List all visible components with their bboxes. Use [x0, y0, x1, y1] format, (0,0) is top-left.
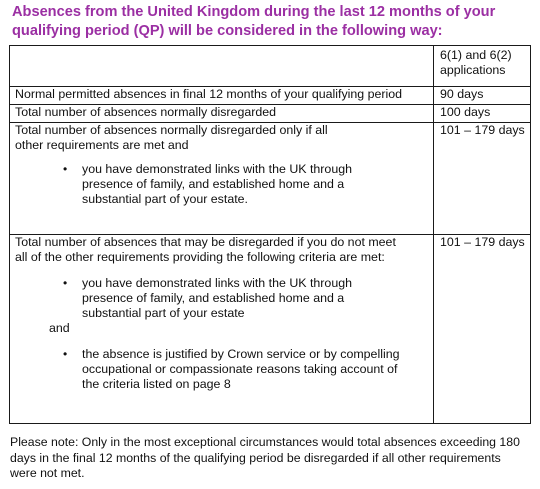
- bullet-line: substantial part of your estate: [82, 306, 245, 320]
- header-applications-line1: 6(1) and 6(2): [440, 48, 512, 62]
- row-description-line1: Total number of absences that may be disregarded if you do not meet: [15, 235, 396, 249]
- bullet-item: [63, 162, 429, 207]
- row-description: Normal permitted absences in final 12 months of your qualifying period: [10, 87, 434, 105]
- header-cell-applications: [434, 46, 531, 87]
- table-row: [10, 123, 531, 235]
- note-line2: days in the final 12 months of the qualifying period be disregarded if all other requirements: [10, 450, 501, 465]
- page-heading: Absences from the United Kingdom during the last 12 months of your qualifying period (QP) will be considered in the following way:: [12, 4, 496, 39]
- bullet-line: substantial part of your estate.: [82, 192, 248, 206]
- bullet-line: presence of family, and established home and a: [82, 291, 345, 305]
- bullet-item: [63, 347, 429, 392]
- table-row: [10, 235, 531, 424]
- row-description-line1: Total number of absences normally disregarded only if all: [15, 123, 328, 137]
- table-row: [10, 87, 531, 105]
- bullet-line: the absence is justified by Crown service or by compelling: [82, 347, 400, 361]
- bullet-item: [63, 276, 429, 321]
- note-line3: were not met.: [10, 466, 85, 480]
- bullet-line: you have demonstrated links with the UK through: [82, 276, 352, 290]
- bullet-line: you have demonstrated links with the UK through: [82, 162, 352, 176]
- bullet-line: the criteria listed on page 8: [82, 377, 231, 391]
- table-header-row: [10, 46, 531, 87]
- row-value: 90 days: [434, 87, 531, 105]
- header-applications-line2: applications: [440, 63, 506, 77]
- row-value: 100 days: [434, 105, 531, 123]
- absences-table: [9, 45, 531, 424]
- connector-and: and: [49, 321, 70, 335]
- please-note: [10, 435, 530, 482]
- row-description: [10, 235, 434, 424]
- bullet-line: presence of family, and established home and a: [82, 177, 345, 191]
- row-value: 101 – 179 days: [434, 235, 531, 424]
- bullet-icon: •: [63, 162, 68, 176]
- row-description-line2: other requirements are met and: [15, 138, 189, 152]
- bullet-line: occupational or compassionate reasons taking account of: [82, 362, 398, 376]
- note-line1: Please note: Only in the most exceptional circumstances would total absences exceeding 180: [10, 435, 520, 449]
- row-description: [10, 123, 434, 235]
- bullet-icon: •: [63, 347, 68, 361]
- row-description-line2: all of the other requirements providing the following criteria are met:: [15, 250, 385, 264]
- row-description: Total number of absences normally disregarded: [10, 105, 434, 123]
- header-cell-empty: [10, 46, 434, 87]
- row-value: 101 – 179 days: [434, 123, 531, 235]
- table-row: [10, 105, 531, 123]
- bullet-icon: •: [63, 276, 68, 290]
